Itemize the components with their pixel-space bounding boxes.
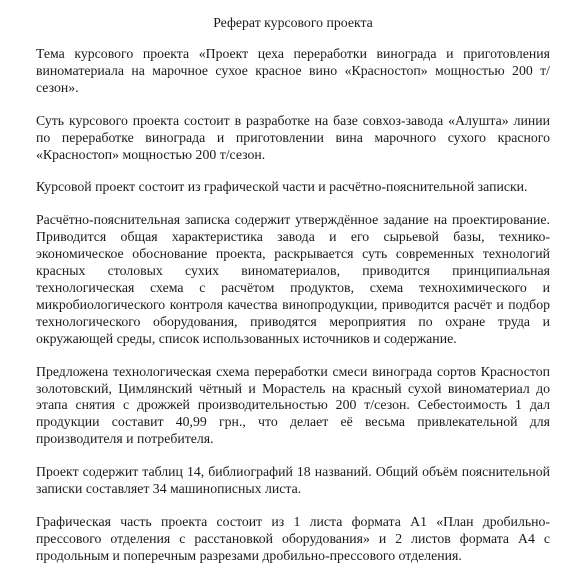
- document-title: Реферат курсового проекта: [213, 15, 373, 30]
- paragraph-topic: Тема курсового проекта «Проект цеха переработки винограда и приготовления виноматериала на марочное сухое красное вино «Красностоп» мощностью 200 т/сезон».: [36, 46, 550, 95]
- paragraph-volume: Проект содержит таблиц 14, библиографий 18 названий. Общий объём пояснительной записки составляет 34 машинописных листа.: [36, 464, 550, 497]
- paragraph-technology-scheme: Предложена технологическая схема переработки смеси винограда сортов Красностоп золотовский, Цимлянский чётный и Морастель на красный сухой виноматериал до этапа снятия с дрожжей производительностью 200 т/сезон. Себестоимость 1 дал продукции составит 40,99 грн., что делает её весьма привлекательной для производителя и потребителя.: [36, 363, 550, 447]
- paragraph-essence: Суть курсового проекта состоит в разработке на базе совхоз-завода «Алушта» линии по переработке винограда и приготовлении вина марочного сухого красного «Красностоп» мощностью 200 т/сезон.: [36, 112, 550, 162]
- paragraph-explanatory-note: Расчётно-пояснительная записка содержит утверждённое задание на проектирование. Приводится общая характеристика завода и его сырьевой базы, технико-экономическое обоснование проекта, раскрывается суть современных технологий красных столовых сухих виноматериалов, приводится принципиальная технологическая схема с расчётом продуктов, схема технохимического и микробиологического контроля качества винопродукции, приводится расчёт и подбор технологического оборудования, приводятся мероприятия по охране труда и окружающей среды, список использованных источников и содержание.: [36, 212, 550, 346]
- paragraph-graphic-part: Графическая часть проекта состоит из 1 листа формата А1 «План дробильно-прессового отделения с расстановкой оборудования» и 2 листов формата А4 с продольным и поперечным разрезами дробильно-прессового отделения.: [36, 513, 550, 563]
- paragraph-structure: Курсовой проект состоит из графической части и расчётно-пояснительной записки.: [36, 179, 528, 195]
- document-page: [36, 14, 550, 581]
